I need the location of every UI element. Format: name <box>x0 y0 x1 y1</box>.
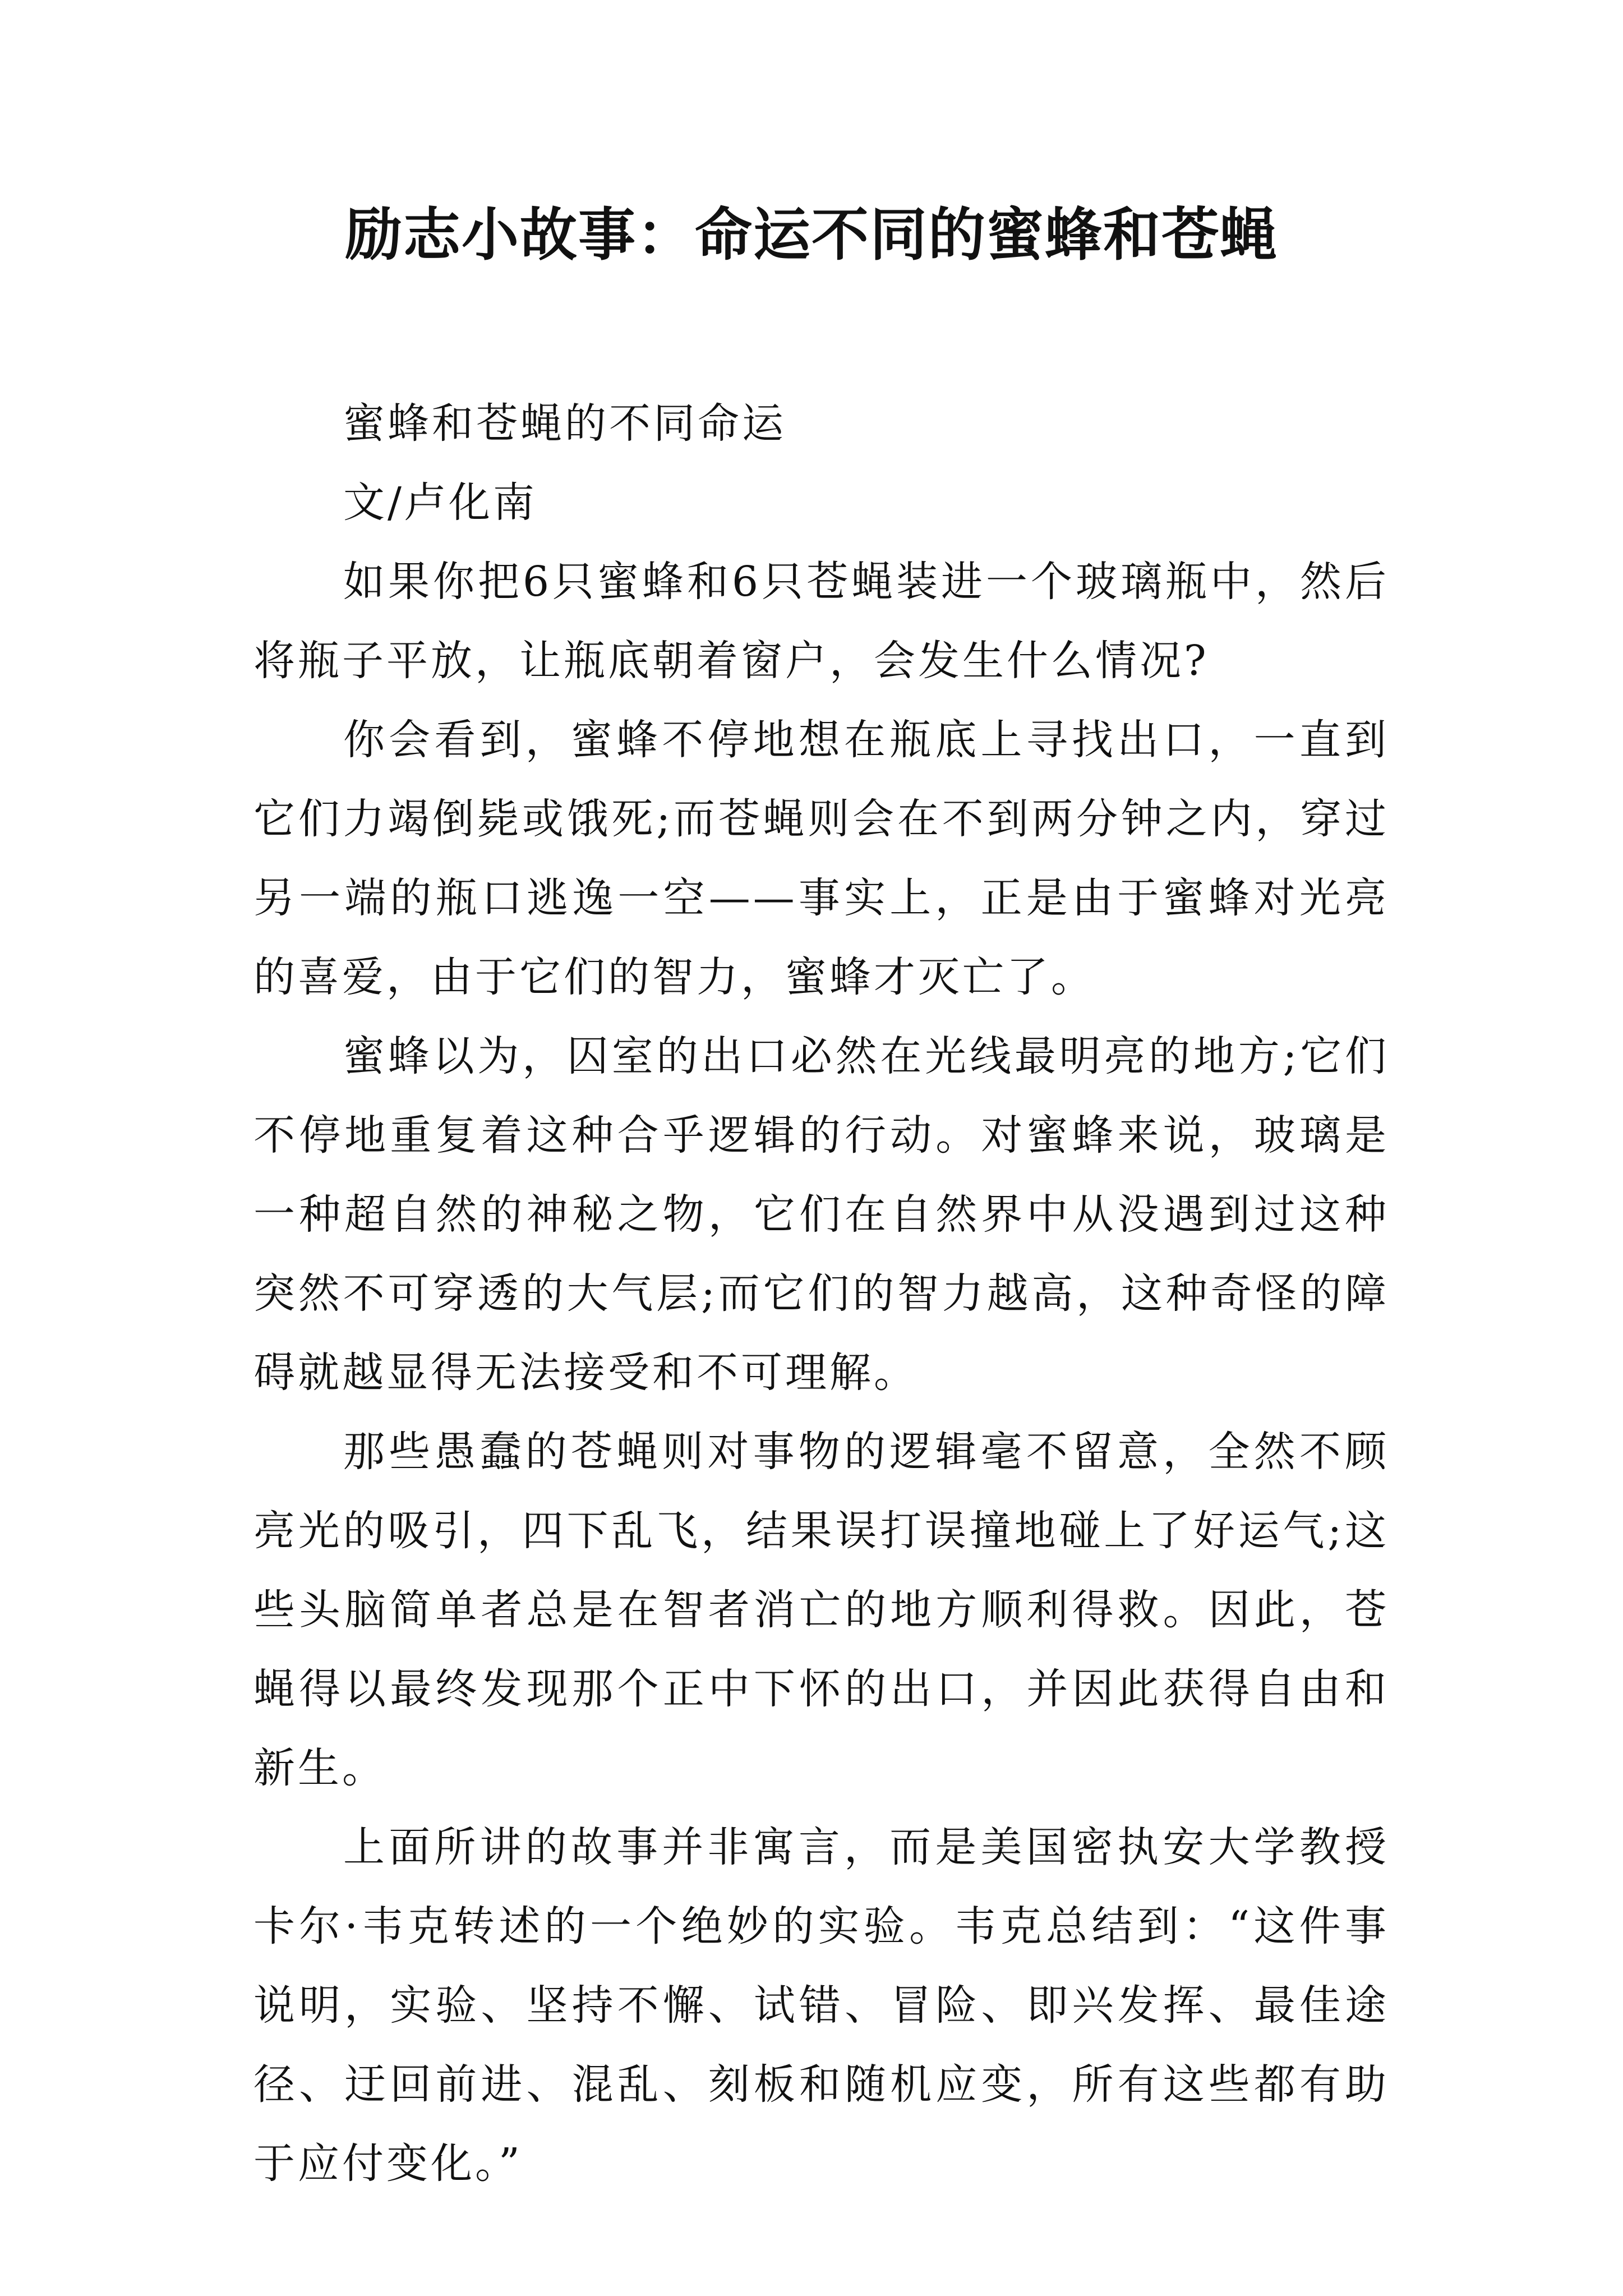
author-line: 文/卢化南 <box>343 478 537 527</box>
document-body <box>253 384 1389 2203</box>
subtitle-line: 蜜蜂和苍蝇的不同命运 <box>343 399 786 448</box>
paragraph-4: 那些愚蠢的苍蝇则对事物的逻辑毫不留意，全然不顾亮光的吸引，四下乱飞，结果误打误撞地碰上了好运气;这些头脑简单者总是在智者消亡的地方顺利得救。因此，苍蝇得以最终发现那个正中下怀的出口，并因此获得自由和新生。 <box>253 1428 1389 1792</box>
paragraph-2: 你会看到，蜜蜂不停地想在瓶底上寻找出口，一直到它们力竭倒毙或饿死;而苍蝇则会在不到两分钟之内，穿过另一端的瓶口逃逸一空——事实上，正是由于蜜蜂对光亮的喜爱，由于它们的智力，蜜蜂才灭亡了。 <box>253 716 1389 1001</box>
paragraph-3: 蜜蜂以为，囚室的出口必然在光线最明亮的地方;它们不停地重复着这种合乎逻辑的行动。对蜜蜂来说，玻璃是一种超自然的神秘之物，它们在自然界中从没遇到过这种突然不可穿透的大气层;而它们的智力越高，这种奇怪的障碍就越显得无法接受和不可理解。 <box>253 1032 1389 1397</box>
document-title: 励志小故事：命运不同的蜜蜂和苍蝇 <box>345 202 1278 269</box>
paragraph-1: 如果你把6只蜜蜂和6只苍蝇装进一个玻璃瓶中，然后将瓶子平放，让瓶底朝着窗户，会发生什么情况? <box>253 558 1389 685</box>
paragraph-5: 上面所讲的故事并非寓言，而是美国密执安大学教授卡尔·韦克转述的一个绝妙的实验。韦克总结到：“这件事说明，实验、坚持不懈、试错、冒险、即兴发挥、最佳途径、迂回前进、混乱、刻板和随机应变，所有这些都有助于应付变化。” <box>253 1823 1389 2188</box>
